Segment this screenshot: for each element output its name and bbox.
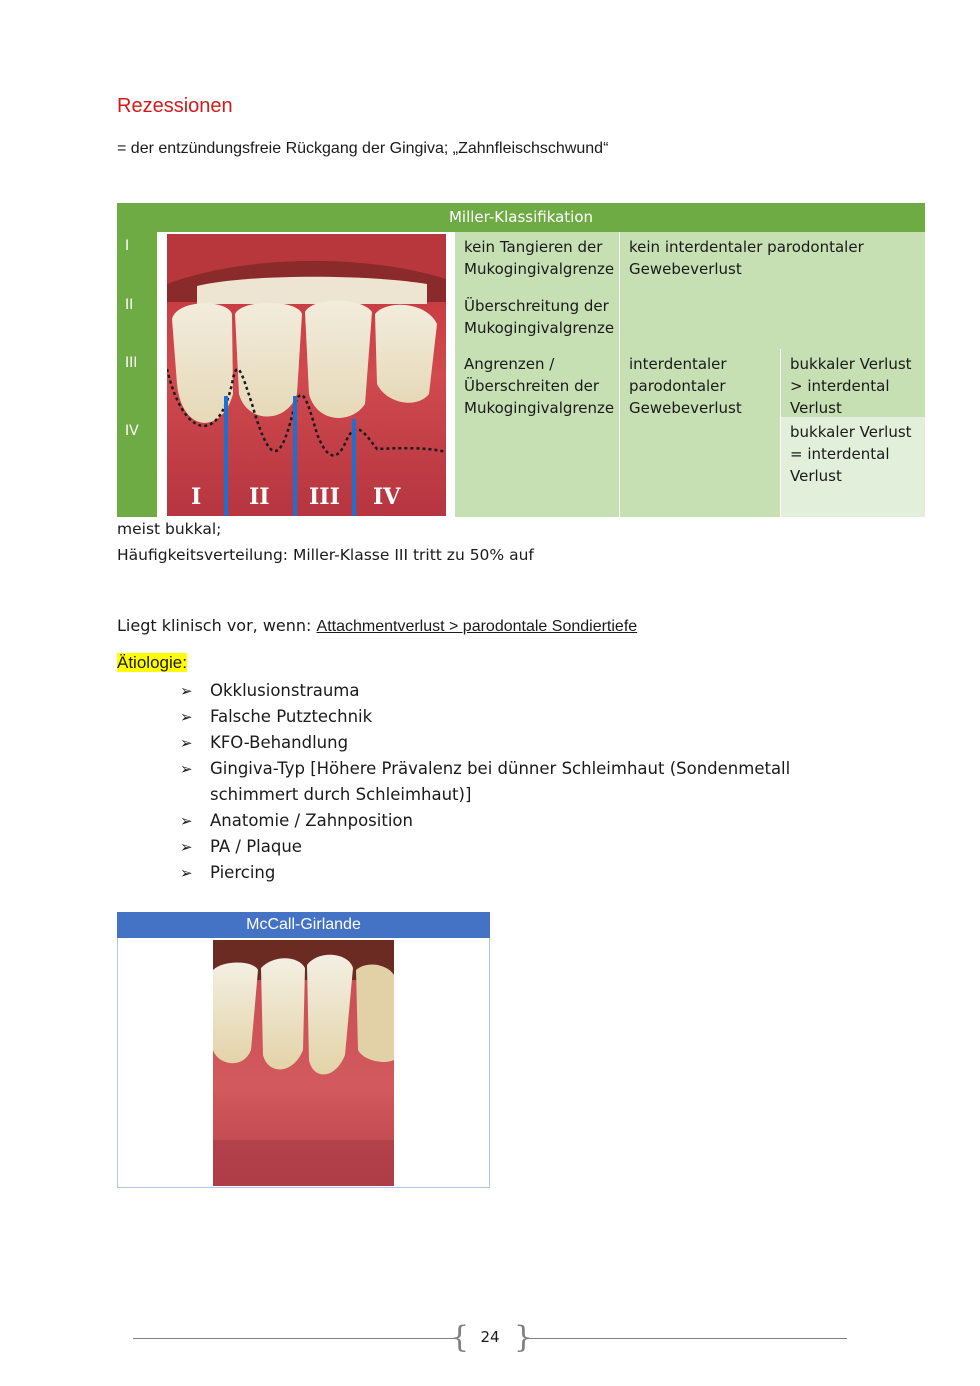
arrow-bullet-icon: ➢ xyxy=(180,734,193,752)
etiology-list xyxy=(180,678,880,886)
cell-buccal-equal: bukkaler Verlust = interdental Verlust xyxy=(781,417,925,517)
definition-text: = der entzündungsfreie Rückgang der Gingiva; „Zahnfleischschwund“ xyxy=(117,140,609,157)
miller-class-4: IV xyxy=(117,417,157,517)
arrow-bullet-icon: ➢ xyxy=(180,812,193,830)
image-label-3: III xyxy=(309,484,340,510)
page-heading: Rezessionen xyxy=(117,95,233,117)
bracket-left: { xyxy=(450,1320,470,1355)
list-item: ➢ Okklusionstrauma xyxy=(180,678,880,704)
cell-no-interdental-loss: kein interdentaler parodontaler Gewebeverlust xyxy=(620,232,925,349)
etiology-label: Ätiologie: xyxy=(117,653,187,672)
arrow-bullet-icon: ➢ xyxy=(180,864,193,882)
list-item: ➢ Anatomie / Zahnposition xyxy=(180,808,880,834)
miller-table-title: Miller-Klassifikation xyxy=(117,203,925,232)
list-item: ➢ Gingiva-Typ [Höhere Prävalenz bei dünner Schleimhaut (Sondenmetall schimmert durch Schleimhaut)] xyxy=(180,756,880,808)
footer-rule-left xyxy=(133,1338,455,1339)
bracket-right: } xyxy=(514,1320,534,1355)
mccall-title: McCall-Girlande xyxy=(117,912,490,938)
image-label-1: I xyxy=(191,484,202,510)
cell-adjacent-exceeding: Angrenzen / Überschreiten der Mukogingivalgrenze xyxy=(455,349,619,517)
arrow-bullet-icon: ➢ xyxy=(180,682,193,700)
list-item: ➢ KFO-Behandlung xyxy=(180,730,880,756)
list-item: ➢ PA / Plaque xyxy=(180,834,880,860)
cell-buccal-greater: bukkaler Verlust > interdental Verlust xyxy=(781,349,925,417)
list-item: ➢ Falsche Putztechnik xyxy=(180,704,880,730)
page-number: 24 xyxy=(480,1328,500,1346)
clinical-condition: Attachmentverlust > parodontale Sondiertiefe xyxy=(316,618,638,635)
note-frequency: Häufigkeitsverteilung: Miller-Klasse III tritt zu 50% auf xyxy=(117,546,534,564)
arrow-bullet-icon: ➢ xyxy=(180,838,193,856)
etiology-label-wrap xyxy=(117,653,187,673)
mccall-teeth-photo xyxy=(213,940,394,1186)
image-label-2: II xyxy=(249,484,270,510)
cell-exceeding: Überschreitung der Mukogingivalgrenze xyxy=(455,291,619,349)
arrow-bullet-icon: ➢ xyxy=(180,760,193,778)
mccall-teeth-illustration xyxy=(213,940,394,1186)
image-label-4: IV xyxy=(373,484,401,510)
cell-interdental-loss: interdentaler parodontaler Gewebeverlust xyxy=(620,349,780,517)
note-buccal: meist bukkal; xyxy=(117,520,222,538)
miller-class-3: III xyxy=(117,349,157,417)
miller-class-2: II xyxy=(117,291,157,349)
cell-no-tangent: kein Tangieren der Mukogingivalgrenze xyxy=(455,232,619,291)
arrow-bullet-icon: ➢ xyxy=(180,708,193,726)
miller-teeth-illustration xyxy=(167,234,446,516)
clinical-statement xyxy=(117,616,637,636)
list-item: ➢ Piercing xyxy=(180,860,880,886)
miller-class-1: I xyxy=(117,232,157,291)
miller-teeth-photo xyxy=(167,234,446,516)
clinical-prefix: Liegt klinisch vor, wenn: xyxy=(117,616,317,635)
footer-rule-right xyxy=(525,1338,847,1339)
